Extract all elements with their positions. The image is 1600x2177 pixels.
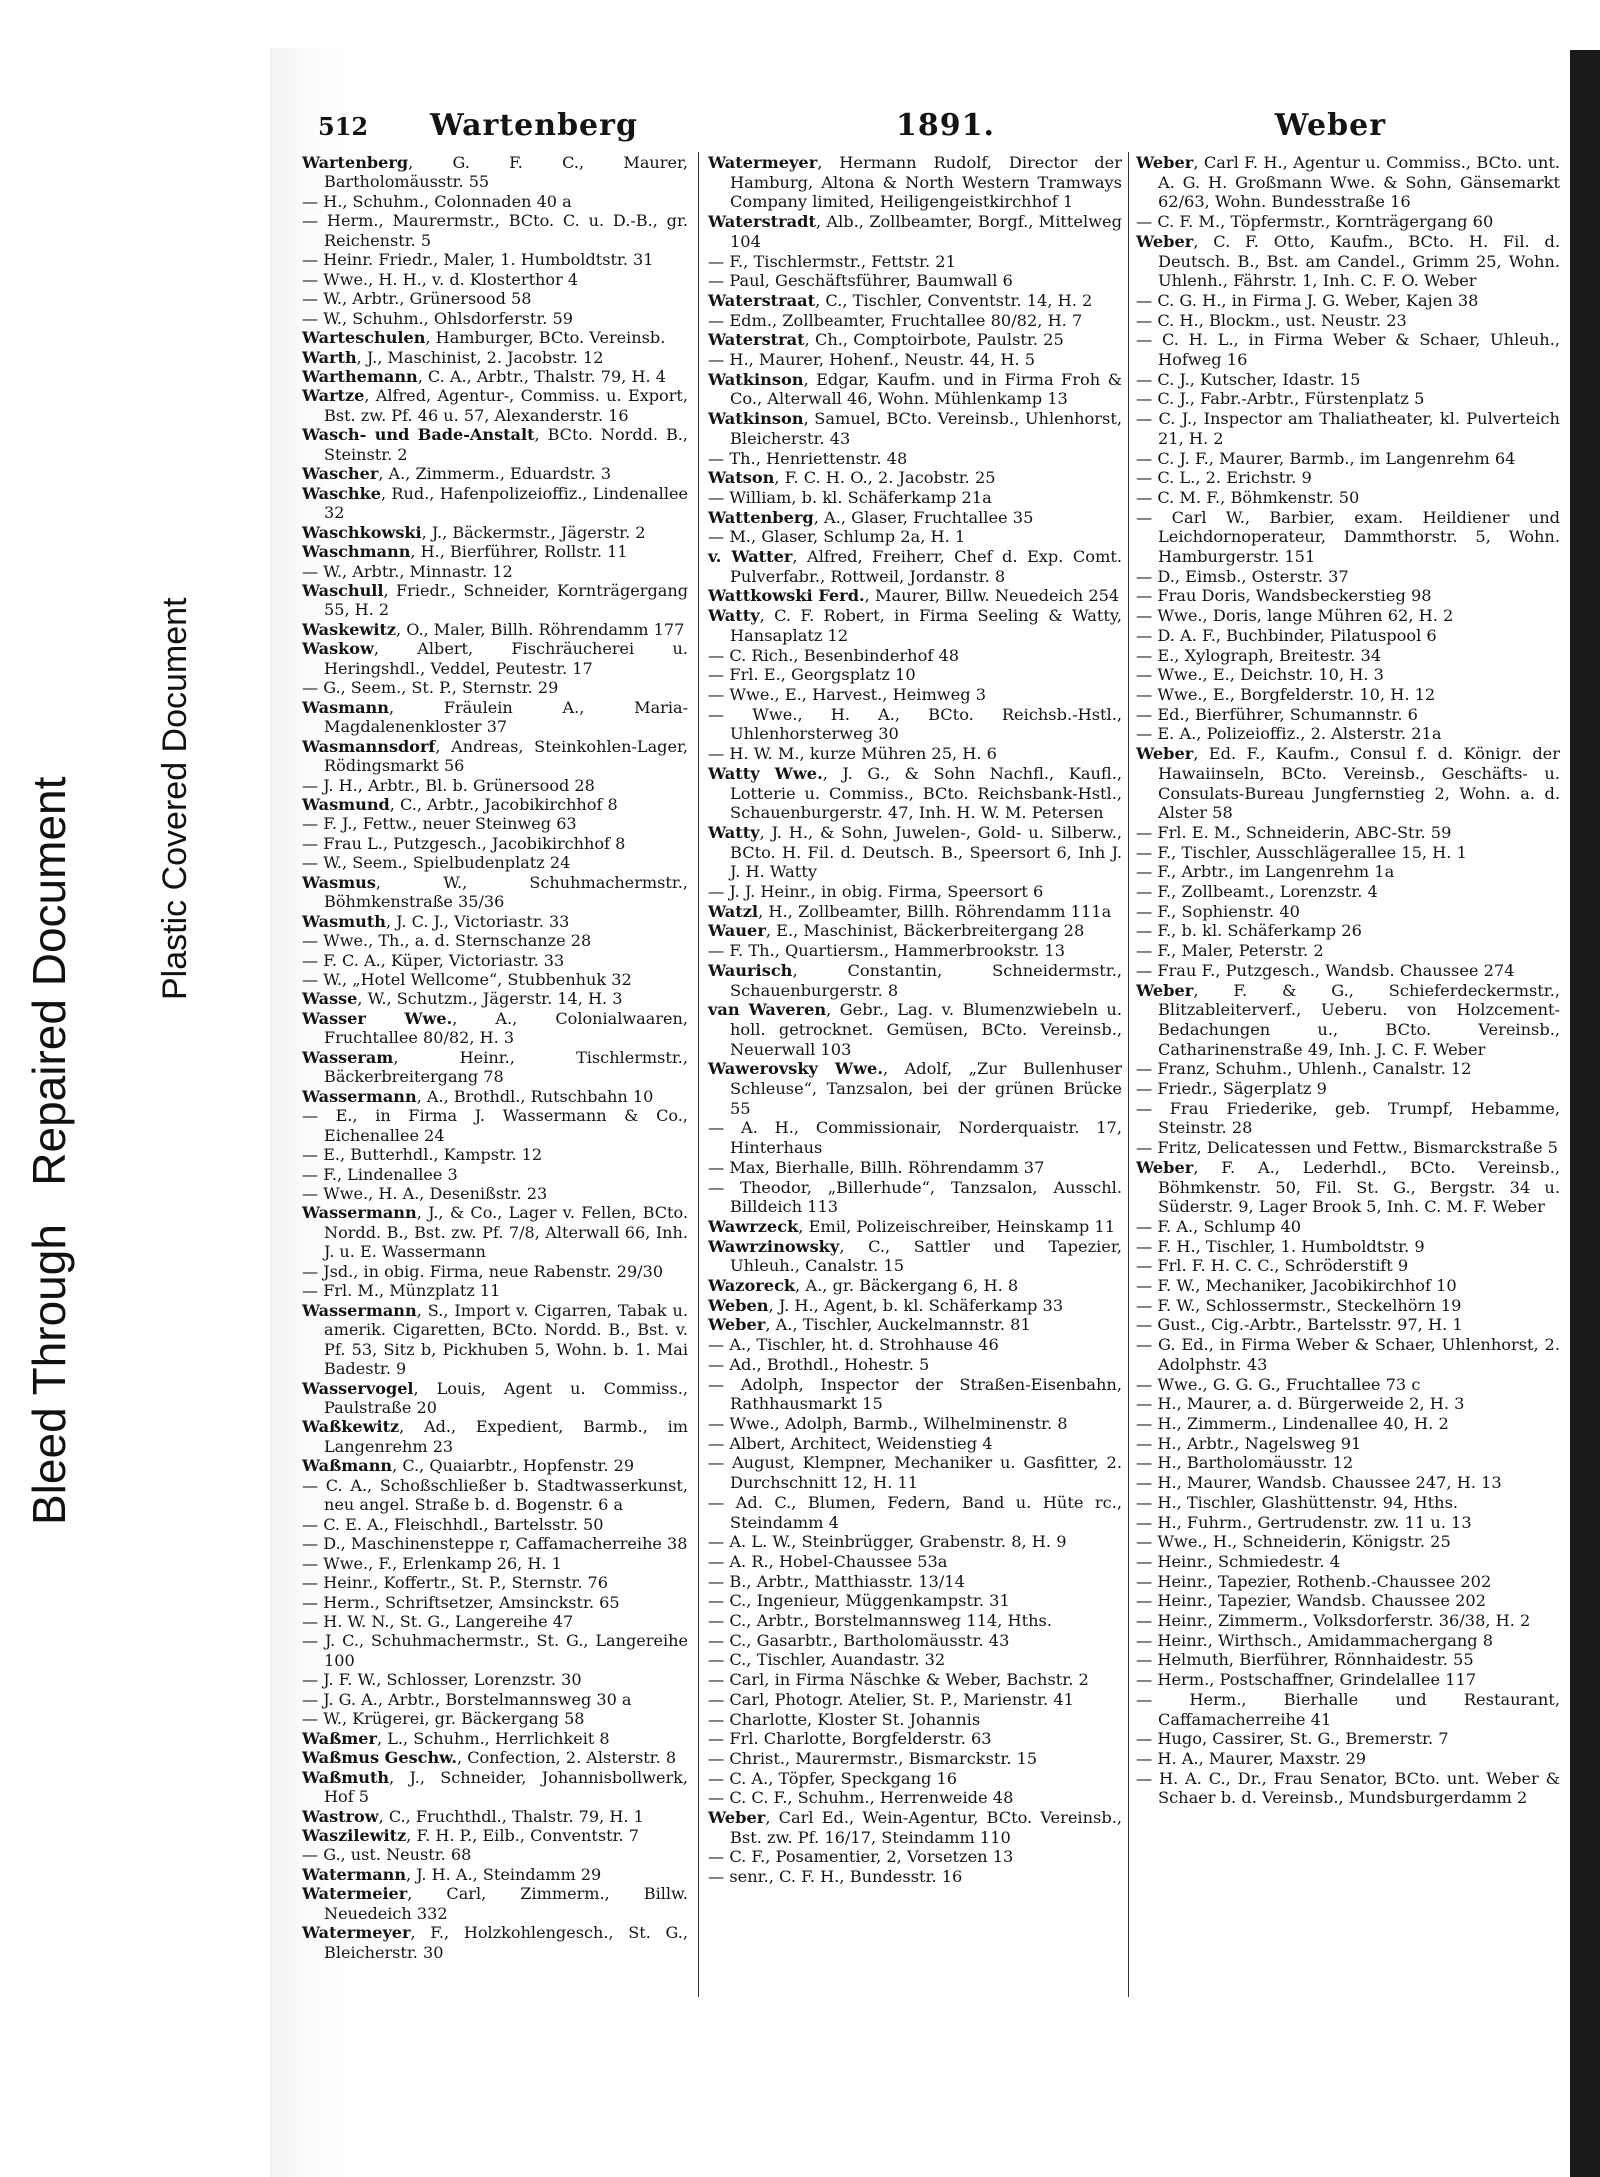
directory-entry: — Albert, Architect, Weidenstieg 4 — [708, 1433, 993, 1453]
directory-entry: — H., Zimmerm., Lindenallee 40, H. 2 — [1136, 1414, 1449, 1433]
directory-entry: — Ad. C., Blumen, Federn, Band u. Hüte rc., Steindamm 4 — [708, 1492, 1122, 1532]
directory-entry: Weber, Carl F. H., Agentur u. Commiss., BCto. unt. A. G. H. Großmann Wwe. & Sohn, Gänsemarkt 62/63, Wohn. Bundesstraße 16 — [1136, 153, 1560, 212]
directory-entry: — Frau Friederike, geb. Trumpf, Hebamme, Steinstr. 28 — [1136, 1098, 1560, 1138]
directory-entry: — Ad., Brothdl., Hohestr. 5 — [708, 1354, 930, 1374]
column-rule — [1128, 152, 1129, 1997]
repaired-document-label: Repaired Document — [23, 776, 75, 1186]
directory-entry: Wasmannsdorf, Andreas, Steinkohlen-Lager, Rödingsmarkt 56 — [302, 736, 688, 776]
directory-entry: Waßmus Geschw., Confection, 2. Alsterstr. 8 — [302, 1748, 677, 1768]
directory-entry: — W., Krügerei, gr. Bäckergang 58 — [302, 1709, 585, 1729]
directory-entry: — M., Glaser, Schlump 2a, H. 1 — [708, 527, 966, 547]
directory-entry: — Herm., Schriftsetzer, Amsinckstr. 65 — [302, 1592, 620, 1612]
directory-entry: Waurisch, Constantin, Schneidermstr., Schauenburgerstr. 8 — [708, 960, 1122, 1000]
directory-entry: — C., Tischler, Auandastr. 32 — [708, 1650, 946, 1670]
directory-entry: — J. C., Schuhmachermstr., St. G., Langereihe 100 — [302, 1631, 688, 1670]
scan-quality-labels — [22, 777, 76, 1525]
directory-entry: Wasmund, C., Arbtr., Jacobikirchhof 8 — [302, 794, 618, 814]
directory-entry: Wattenberg, A., Glaser, Fruchtallee 35 — [708, 507, 1034, 527]
directory-entry: Weber, Ed. F., Kaufm., Consul f. d. Königr. der Hawaiinseln, BCto. Vereinsb., Geschäfts- u. Consulats-Bureau Jungfernstieg 2, Wohn. a. d. Alster 58 — [1136, 744, 1560, 823]
directory-entry: — G., ust. Neustr. 68 — [302, 1845, 472, 1865]
directory-entry: Wasseram, Heinr., Tischlermstr., Bäckerbreitergang 78 — [302, 1047, 688, 1087]
directory-entry: — F., Lindenallee 3 — [302, 1164, 458, 1184]
directory-entry: — J. H., Arbtr., Bl. b. Grünersood 28 — [302, 775, 595, 795]
bleed-through-label: Bleed Through — [23, 1224, 75, 1525]
directory-entry: Wattkowski Ferd., Maurer, Billw. Neuedeich 254 — [708, 586, 1120, 606]
directory-entry: Weber, Carl Ed., Wein-Agentur, BCto. Vereinsb., Bst. zw. Pf. 16/17, Steindamm 110 — [708, 1808, 1122, 1847]
directory-entry: — Frl. F. H. C. C., Schröderstift 9 — [1136, 1256, 1409, 1276]
directory-entry: Watermeyer, Hermann Rudolf, Director der Hamburg, Altona & North Western Tramways Company limited, Heiligengeistkirchhof 1 — [708, 153, 1122, 212]
directory-entry: — C., Ingenieur, Müggenkampstr. 31 — [708, 1591, 1010, 1611]
directory-entry: — Frau Doris, Wandsbeckerstieg 98 — [1136, 586, 1432, 606]
directory-entry: — Heinr., Zimmerm., Volksdorferstr. 36/38, H. 2 — [1136, 1611, 1531, 1631]
directory-entry: — Wwe., G. G. G., Fruchtallee 73 c — [1136, 1374, 1421, 1394]
directory-entry: — C. J., Fabr.-Arbtr., Fürstenplatz 5 — [1136, 389, 1425, 409]
directory-entry: — Wwe., H., Schneiderin, Königstr. 25 — [1136, 1532, 1451, 1552]
directory-entry: Wasmus, W., Schuhmachermstr., Böhmkenstraße 35/36 — [302, 872, 688, 912]
directory-column-3 — [1136, 153, 1560, 1808]
directory-entry: Wauer, E., Maschinist, Bäckerbreitergang 28 — [708, 921, 1085, 941]
directory-entry: Waschmann, H., Bierführer, Rollstr. 11 — [302, 542, 628, 562]
directory-entry: Watty, J. H., & Sohn, Juwelen-, Gold- u. Silberw., BCto. H. Fil. d. Deutsch. B., Speersort 6, Inh J. J. H. Watty — [708, 822, 1122, 882]
directory-entry: — C. E. A., Fleischhdl., Bartelsstr. 50 — [302, 1514, 604, 1534]
directory-entry: Wasmann, Fräulein A., Maria-Magdalenenkloster 37 — [302, 697, 688, 737]
directory-entry: Waterstraat, C., Tischler, Conventstr. 14, H. 2 — [708, 290, 1093, 310]
directory-entry: — C. A., Schoßschließer b. Stadtwasserkunst, neu angel. Straße b. d. Bogenstr. 6 a — [302, 1475, 688, 1515]
directory-entry: Warth, J., Maschinist, 2. Jacobstr. 12 — [302, 347, 604, 367]
directory-entry: Watson, F. C. H. O., 2. Jacobstr. 25 — [708, 468, 996, 488]
directory-entry: Watty, C. F. Robert, in Firma Seeling & Watty, Hansaplatz 12 — [708, 606, 1122, 645]
directory-entry: Wasch- und Bade-Anstalt, BCto. Nordd. B., Steinstr. 2 — [302, 425, 688, 464]
directory-entry: — G. Ed., in Firma Weber & Schaer, Uhlenhorst, 2. Adolphstr. 43 — [1136, 1335, 1560, 1374]
directory-entry: — F., b. kl. Schäferkamp 26 — [1136, 921, 1362, 941]
directory-entry: Weber, F. A., Lederhdl., BCto. Vereinsb., Böhmkenstr. 50, Fil. St. G., Bergstr. 34 u. Süderstr. 9, Lager Brook 5, Inh. C. M. F. Weber — [1136, 1157, 1560, 1217]
directory-entry: — Wwe., Doris, lange Mühren 62, H. 2 — [1136, 606, 1454, 626]
year-heading: 1891. — [896, 108, 995, 143]
directory-entry: — J. G. A., Arbtr., Borstelmannsweg 30 a — [302, 1689, 632, 1709]
directory-entry: — Wwe., F., Erlenkamp 26, H. 1 — [302, 1553, 562, 1573]
directory-entry: — H., Arbtr., Nagelsweg 91 — [1136, 1433, 1362, 1453]
directory-entry: — B., Arbtr., Matthiasstr. 13/14 — [708, 1571, 965, 1591]
directory-entry: — H., Maurer, Hohenf., Neustr. 44, H. 5 — [708, 350, 1036, 370]
directory-entry: — E., in Firma J. Wassermann & Co., Eichenallee 24 — [302, 1106, 688, 1145]
directory-entry: — C., Arbtr., Borstelmannsweg 114, Hths. — [708, 1611, 1053, 1631]
directory-entry: — C. G. H., in Firma J. G. Weber, Kajen 38 — [1136, 290, 1479, 310]
directory-entry: Wartenberg, G. F. C., Maurer, Bartholomäusstr. 55 — [302, 153, 688, 192]
directory-entry: Waterstrat, Ch., Comptoirbote, Paulstr. 25 — [708, 330, 1064, 350]
directory-entry: — Wwe., E., Harvest., Heimweg 3 — [708, 684, 987, 704]
directory-entry: — Frl. E., Georgsplatz 10 — [708, 665, 916, 685]
directory-entry: — H. A., Maurer, Maxstr. 29 — [1136, 1748, 1367, 1768]
directory-entry: — Adolph, Inspector der Straßen-Eisenbahn, Rathhausmarkt 15 — [708, 1374, 1122, 1414]
directory-entry: — H. A. C., Dr., Frau Senator, BCto. unt. Weber & Schaer b. d. Vereinsb., Mundsburgerdamm 2 — [1136, 1768, 1560, 1808]
directory-entry: — A. H., Commissionair, Norderquaistr. 17, Hinterhaus — [708, 1118, 1122, 1158]
directory-entry: — August, Klempner, Mechaniker u. Gasfitter, 2. Durchschnitt 12, H. 11 — [708, 1453, 1122, 1493]
directory-entry: — C. J. F., Maurer, Barmb., im Langenrehm 64 — [1136, 448, 1516, 468]
directory-entry: Waterstradt, Alb., Zollbeamter, Borgf., Mittelweg 104 — [708, 212, 1122, 251]
directory-entry: Wawrzeck, Emil, Polizeischreiber, Heinskamp 11 — [708, 1216, 1116, 1236]
directory-entry: — Heinr., Schmiedestr. 4 — [1136, 1551, 1341, 1571]
directory-entry: Waschke, Rud., Hafenpolizeioffiz., Lindenallee 32 — [302, 483, 688, 523]
directory-column-2 — [708, 153, 1122, 1887]
directory-entry: — Jsd., in obig. Firma, neue Rabenstr. 29/30 — [302, 1261, 664, 1281]
directory-entry: Wasservogel, Louis, Agent u. Commiss., Paulstraße 20 — [302, 1378, 688, 1417]
directory-entry: Weber, A., Tischler, Auckelmannstr. 81 — [708, 1315, 1031, 1335]
left-running-head: Wartenberg — [430, 108, 638, 143]
directory-entry: Waßmann, C., Quaiarbtr., Hopfenstr. 29 — [302, 1456, 635, 1476]
directory-entry: Weber, F. & G., Schieferdeckermstr., Blitzableiterverf., Ueberu. von Holzcement-Bedachungen u., BCto. Vereinsb., Catharinenstraße 49, Inh. J. C. F. Weber — [1136, 980, 1560, 1059]
directory-entry: Watermeier, Carl, Zimmerm., Billw. Neuedeich 332 — [302, 1884, 688, 1923]
directory-entry: — Wwe., E., Borgfelderstr. 10, H. 12 — [1136, 684, 1436, 704]
directory-entry: — W., „Hotel Wellcome“, Stubbenhuk 32 — [302, 970, 632, 990]
directory-entry: — H., Maurer, Wandsb. Chaussee 247, H. 13 — [1136, 1473, 1502, 1493]
directory-entry: Wasser Wwe., A., Colonialwaaren, Fruchtallee 80/82, H. 3 — [302, 1008, 688, 1048]
directory-entry: — C. C. F., Schuhm., Herrenweide 48 — [708, 1788, 1014, 1808]
directory-entry: Waskow, Albert, Fischräucherei u. Heringshdl., Veddel, Peutestr. 17 — [302, 639, 688, 678]
directory-entry: Wawerovsky Wwe., Adolf, „Zur Bullenhuser Schleuse“, Tanzsalon, bei der grünen Brücke 55 — [708, 1059, 1122, 1118]
directory-entry: Wazoreck, A., gr. Bäckergang 6, H. 8 — [708, 1276, 1019, 1296]
directory-entry: — Paul, Geschäftsführer, Baumwall 6 — [708, 271, 1013, 291]
directory-entry: — E. A., Polizeioffiz., 2. Alsterstr. 21a — [1136, 724, 1442, 744]
directory-entry: Watty Wwe., J. G., & Sohn Nachfl., Kaufl., Lotterie u. Commiss., BCto. Reichsbank-Hstl., Schauenburgerstr. 47, Inh. H. W. M. Petersen — [708, 763, 1122, 823]
directory-entry: — E., Xylograph, Breitestr. 34 — [1136, 645, 1382, 665]
directory-entry: — Friedr., Sägerplatz 9 — [1136, 1079, 1327, 1099]
directory-entry: — Gust., Cig.-Arbtr., Bartelsstr. 97, H. 1 — [1136, 1315, 1463, 1335]
directory-entry: — Heinr., Koffertr., St. P., Sternstr. 76 — [302, 1573, 609, 1593]
directory-entry: Wastrow, C., Fruchthdl., Thalstr. 79, H. 1 — [302, 1806, 644, 1826]
directory-entry: van Waveren, Gebr., Lag. v. Blumenzwiebeln u. holl. getrocknet. Gemüsen, BCto. Vereinsb., Neuerwall 103 — [708, 1000, 1122, 1059]
directory-entry: — F., Tischlermstr., Fettstr. 21 — [708, 251, 956, 271]
directory-entry: — Carl W., Barbier, exam. Heildiener und Leichdornoperateur, Dammthorstr. 5, Wohn. Hamburgerstr. 151 — [1136, 507, 1560, 567]
directory-entry: — D. A. F., Buchbinder, Pilatuspool 6 — [1136, 625, 1437, 645]
directory-entry: — W., Seem., Spielbudenplatz 24 — [302, 853, 571, 873]
directory-entry: Watermann, J. H. A., Steindamm 29 — [302, 1864, 602, 1884]
directory-entry: Waschkowski, J., Bäckermstr., Jägerstr. 2 — [302, 522, 646, 542]
directory-entry: Warthemann, C. A., Arbtr., Thalstr. 79, H. 4 — [302, 366, 666, 386]
directory-entry: Waskewitz, O., Maler, Billh. Röhrendamm 177 — [302, 619, 685, 639]
directory-entry: — C. Rich., Besenbinderhof 48 — [708, 645, 960, 665]
directory-entry: Weben, J. H., Agent, b. kl. Schäferkamp 33 — [708, 1295, 1064, 1315]
directory-entry: — H., Fuhrm., Gertrudenstr. zw. 11 u. 13 — [1136, 1512, 1472, 1532]
directory-entry: — C. F., Posamentier, 2, Vorsetzen 13 — [708, 1847, 1014, 1867]
directory-entry: — C. J., Inspector am Thaliatheater, kl. Pulverteich 21, H. 2 — [1136, 409, 1560, 448]
directory-entry: — Herm., Maurermstr., BCto. C. u. D.-B., gr. Reichenstr. 5 — [302, 211, 688, 250]
directory-entry: — Carl, Photogr. Atelier, St. P., Marienstr. 41 — [708, 1689, 1074, 1709]
directory-entry: — F., Sophienstr. 40 — [1136, 901, 1300, 921]
directory-entry: — Frl. M., Münzplatz 11 — [302, 1281, 501, 1301]
directory-entry: — C. F. M., Töpfermstr., Kornträgergang 60 — [1136, 212, 1494, 232]
directory-entry: — E., Butterhdl., Kampstr. 12 — [302, 1145, 543, 1165]
directory-entry: — F., Tischler, Ausschlägerallee 15, H. 1 — [1136, 842, 1467, 862]
right-running-head: Weber — [1274, 108, 1386, 143]
plastic-covered-label: Plastic Covered Document — [156, 597, 194, 1000]
directory-entry: — Heinr., Tapezier, Rothenb.-Chaussee 202 — [1136, 1571, 1492, 1591]
column-rule — [698, 152, 699, 1997]
directory-entry: — F. A., Schlump 40 — [1136, 1216, 1302, 1236]
directory-entry: — F. H., Tischler, 1. Humboldtstr. 9 — [1136, 1236, 1425, 1256]
directory-entry: — J. F. W., Schlosser, Lorenzstr. 30 — [302, 1670, 582, 1690]
directory-entry: — C. L., 2. Erichstr. 9 — [1136, 468, 1312, 488]
directory-entry: — A. R., Hobel-Chaussee 53a — [708, 1551, 948, 1571]
directory-entry: — Wwe., H. H., v. d. Klosterthor 4 — [302, 269, 579, 289]
directory-entry: Waßkewitz, Ad., Expedient, Barmb., im Langenrehm 23 — [302, 1417, 688, 1456]
directory-entry: Watkinson, Samuel, BCto. Vereinsb., Uhlenhorst, Bleicherstr. 43 — [708, 409, 1122, 448]
directory-entry: — F. Th., Quartiersm., Hammerbrookstr. 13 — [708, 941, 1066, 961]
directory-entry: — D., Eimsb., Osterstr. 37 — [1136, 566, 1349, 586]
directory-entry: — J. J. Heinr., in obig. Firma, Speersort 6 — [708, 882, 1044, 902]
directory-entry: Weber, C. F. Otto, Kaufm., BCto. H. Fil. d. Deutsch. B., Bst. am Candel., Grimm 25, Wohn. Uhlenh., Fährstr. 1, Inh. C. F. O. Weber — [1136, 231, 1560, 291]
directory-entry: Wawrzinowsky, C., Sattler und Tapezier, Uhleuh., Canalstr. 15 — [708, 1236, 1122, 1276]
directory-entry: — Franz, Schuhm., Uhlenh., Canalstr. 12 — [1136, 1059, 1472, 1079]
directory-entry: — Max, Bierhalle, Billh. Röhrendamm 37 — [708, 1157, 1045, 1177]
directory-entry: — C. A., Töpfer, Speckgang 16 — [708, 1768, 958, 1788]
directory-entry: — Heinr., Tapezier, Wandsb. Chaussee 202 — [1136, 1591, 1487, 1611]
directory-entry: — C., Gasarbtr., Bartholomäusstr. 43 — [708, 1630, 1010, 1650]
directory-entry: — F., Maler, Peterstr. 2 — [1136, 941, 1324, 961]
directory-entry: — Heinr., Wirthsch., Amidammachergang 8 — [1136, 1630, 1494, 1650]
directory-column-1 — [302, 153, 688, 1962]
directory-entry: — H., Schuhm., Colonnaden 40 a — [302, 191, 572, 211]
page-number: 512 — [318, 112, 369, 141]
directory-entry: — H., Bartholomäusstr. 12 — [1136, 1453, 1354, 1473]
directory-entry: Wasse, W., Schutzm., Jägerstr. 14, H. 3 — [302, 989, 623, 1009]
directory-entry: Watzl, H., Zollbeamter, Billh. Röhrendamm 111a — [708, 901, 1112, 921]
directory-entry: — Fritz, Delicatessen und Fettw., Bismarckstraße 5 — [1136, 1138, 1558, 1158]
directory-entry: — Ed., Bierführer, Schumannstr. 6 — [1136, 704, 1418, 724]
directory-entry: Wascher, A., Zimmerm., Eduardstr. 3 — [302, 464, 612, 484]
directory-entry: — William, b. kl. Schäferkamp 21a — [708, 487, 992, 507]
directory-entry: — F. C. A., Küper, Victoriastr. 33 — [302, 950, 565, 970]
directory-entry: — C. H. L., in Firma Weber & Schaer, Uhleuh., Hofweg 16 — [1136, 330, 1560, 370]
directory-entry: — D., Maschinensteppe r, Caffamacherreihe 38 — [302, 1534, 688, 1554]
directory-entry: — C. H., Blockm., ust. Neustr. 23 — [1136, 310, 1407, 330]
directory-entry: — F. W., Schlossermstr., Steckelhörn 19 — [1136, 1295, 1462, 1315]
directory-entry: — F. W., Mechaniker, Jacobikirchhof 10 — [1136, 1276, 1457, 1296]
directory-entry: — senr., C. F. H., Bundesstr. 16 — [708, 1867, 963, 1887]
directory-entry: Wassermann, A., Brothdl., Rutschbahn 10 — [302, 1086, 654, 1106]
directory-entry: — Wwe., Th., a. d. Sternschanze 28 — [302, 931, 592, 951]
directory-entry: Wassermann, J., & Co., Lager v. Fellen, BCto. Nordd. B., Bst. zw. Pf. 7/8, Alterwall 66, Inh. J. u. E. Wassermann — [302, 1203, 688, 1262]
directory-entry: — H. W. M., kurze Mühren 25, H. 6 — [708, 744, 997, 764]
directory-entry: — Edm., Zollbeamter, Fruchtallee 80/82, H. 7 — [708, 310, 1083, 330]
directory-entry: — C. J., Kutscher, Idastr. 15 — [1136, 369, 1361, 389]
directory-entry: — Frl. E. M., Schneiderin, ABC-Str. 59 — [1136, 822, 1452, 842]
directory-entry: — F. J., Fettw., neuer Steinweg 63 — [302, 814, 577, 834]
directory-entry: — Carl, in Firma Näschke & Weber, Bachstr. 2 — [708, 1670, 1089, 1690]
directory-entry: Wartze, Alfred, Agentur-, Commiss. u. Export, Bst. zw. Pf. 46 u. 57, Alexanderstr. 16 — [302, 386, 688, 425]
directory-entry: Waßmuth, J., Schneider, Johannisbollwerk, Hof 5 — [302, 1767, 688, 1807]
directory-entry: — Theodor, „Billerhude“, Tanzsalon, Ausschl. Billdeich 113 — [708, 1177, 1122, 1217]
directory-entry: — A., Tischler, ht. d. Strohhause 46 — [708, 1335, 999, 1355]
directory-entry: — F., Arbtr., im Langenrehm 1a — [1136, 862, 1395, 882]
directory-entry: — Wwe., Adolph, Barmb., Wilhelminenstr. 8 — [708, 1414, 1068, 1433]
directory-entry: Watkinson, Edgar, Kaufm. und in Firma Froh & Co., Alterwall 46, Wohn. Mühlenkamp 13 — [708, 369, 1122, 409]
directory-entry: — Frau F., Putzgesch., Wandsb. Chaussee 274 — [1136, 960, 1515, 980]
directory-entry: — Herm., Bierhalle und Restaurant, Caffamacherreihe 41 — [1136, 1689, 1560, 1729]
directory-entry: — Christ., Maurermstr., Bismarckstr. 15 — [708, 1748, 1038, 1768]
directory-entry: — Heinr. Friedr., Maler, 1. Humboldtstr. 31 — [302, 250, 654, 270]
directory-entry: — Helmuth, Bierführer, Rönnhaidestr. 55 — [1136, 1650, 1474, 1670]
directory-entry: — H. W. N., St. G., Langereihe 47 — [302, 1611, 574, 1631]
directory-entry: Wassermann, S., Import v. Cigarren, Tabak u. amerik. Cigaretten, BCto. Nordd. B., Bst. v. Pf. 53, Sitz b, Pickhuben 5, Wohn. b. 1. Mai Badestr. 9 — [302, 1300, 688, 1379]
directory-entry: — W., Schuhm., Ohlsdorferstr. 59 — [302, 308, 573, 328]
directory-entry: — Wwe., E., Deichstr. 10, H. 3 — [1136, 665, 1384, 685]
directory-entry: — W., Arbtr., Minnastr. 12 — [302, 561, 513, 581]
directory-entry: — Herm., Postschaffner, Grindelallee 117 — [1136, 1670, 1477, 1690]
directory-entry: — C. M. F., Böhmkenstr. 50 — [1136, 487, 1360, 507]
directory-entry: — Th., Henriettenstr. 48 — [708, 448, 908, 468]
directory-entry: — H., Maurer, a. d. Bürgerweide 2, H. 3 — [1136, 1394, 1465, 1414]
directory-entry: — Frau L., Putzgesch., Jacobikirchhof 8 — [302, 833, 626, 853]
directory-entry: — Charlotte, Kloster St. Johannis — [708, 1709, 981, 1729]
page-header — [318, 108, 1386, 152]
directory-entry: Warteschulen, Hamburger, BCto. Vereinsb. — [302, 328, 666, 348]
directory-entry: — Wwe., H. A., BCto. Reichsb.-Hstl., Uhlenhorsterweg 30 — [708, 704, 1122, 744]
directory-entry: Wasmuth, J. C. J., Victoriastr. 33 — [302, 911, 570, 931]
directory-entry: — H., Tischler, Glashüttenstr. 94, Hths. — [1136, 1492, 1459, 1512]
directory-entry: — Hugo, Cassirer, St. G., Bremerstr. 7 — [1136, 1729, 1449, 1749]
directory-entry: — Frl. Charlotte, Borgfelderstr. 63 — [708, 1729, 992, 1749]
directory-entry: Waßmer, L., Schuhm., Herrlichkeit 8 — [302, 1728, 610, 1748]
directory-entry: Waschull, Friedr., Schneider, Kornträgergang 55, H. 2 — [302, 580, 688, 620]
directory-entry: Waszilewitz, F. H. P., Eilb., Conventstr. 7 — [302, 1825, 639, 1845]
directory-entry: — Wwe., H. A., Desenißstr. 23 — [302, 1184, 548, 1204]
directory-entry: — F., Zollbeamt., Lorenzstr. 4 — [1136, 882, 1378, 902]
directory-entry: — A. L. W., Steinbrügger, Grabenstr. 8, H. 9 — [708, 1532, 1067, 1552]
directory-entry: — G., Seem., St. P., Sternstr. 29 — [302, 678, 559, 698]
directory-entry: Watermeyer, F., Holzkohlengesch., St. G., Bleicherstr. 30 — [302, 1923, 688, 1962]
directory-entry: v. Watter, Alfred, Freiherr, Chef d. Exp. Comt. Pulverfabr., Rottweil, Jordanstr. 8 — [708, 547, 1122, 586]
directory-entry: — W., Arbtr., Grünersood 58 — [302, 289, 532, 309]
